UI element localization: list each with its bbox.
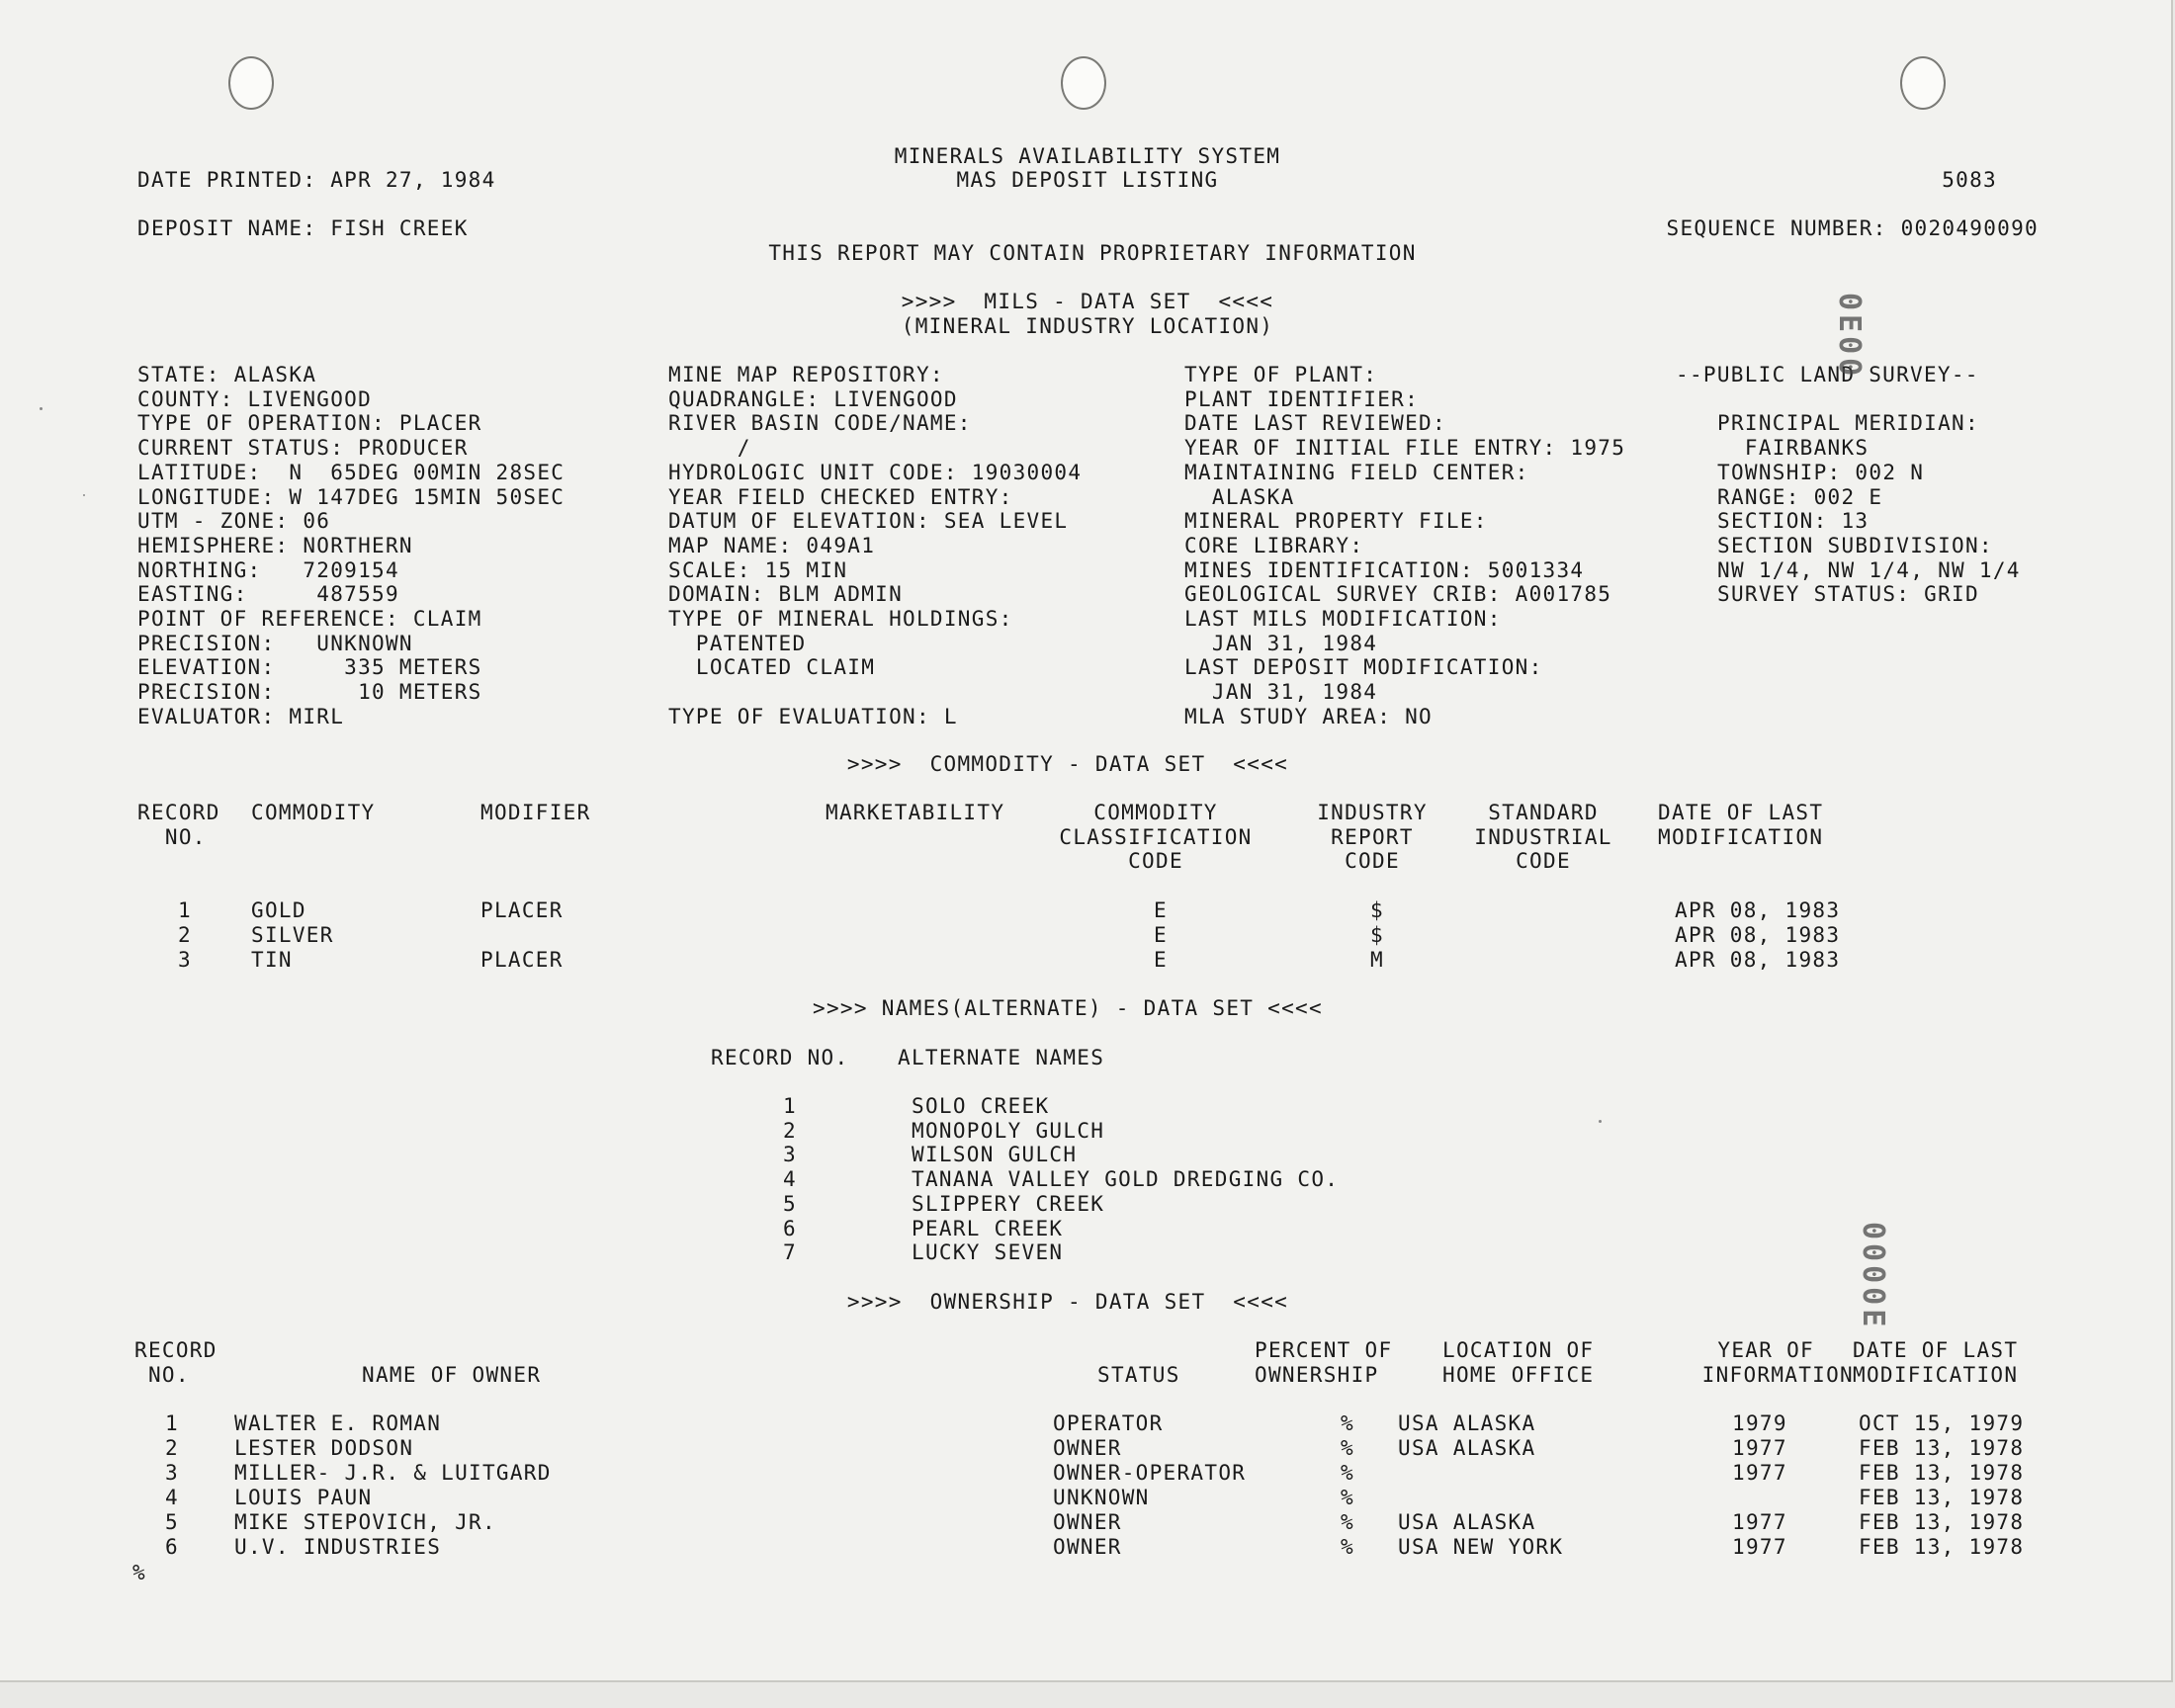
header-commodity: COMMODITY	[251, 801, 376, 824]
mils-field: TYPE OF OPERATION: PLACER	[137, 411, 482, 436]
name-value: LUCKY SEVEN	[912, 1240, 1064, 1265]
cell-date: APR 08, 1983	[1675, 923, 1841, 947]
cell-modifier: PLACER	[480, 948, 564, 972]
mils-field: JAN 31, 1984	[1184, 631, 1378, 655]
header-marketability: MARKETABILITY	[826, 801, 1005, 824]
cell-year: 1977	[1732, 1510, 1787, 1534]
mils-field: MLA STUDY AREA: NO	[1184, 704, 1433, 728]
cell-industry: $	[1370, 898, 1384, 922]
cell-percent: %	[1341, 1461, 1354, 1485]
mils-field: EVALUATOR: MIRL	[137, 704, 345, 728]
cell-location: USA ALASKA	[1398, 1436, 1536, 1460]
mils-field: NORTHING: 7209154	[137, 557, 399, 582]
mils-field: QUADRANGLE: LIVENGOOD	[668, 386, 958, 411]
names-header: ALTERNATE NAMES	[898, 1046, 1105, 1069]
mils-field: PRECISION: 10 METERS	[137, 680, 482, 705]
mils-field: HYDROLOGIC UNIT CODE: 19030004	[668, 460, 1083, 484]
cell-date: APR 08, 1983	[1675, 948, 1841, 972]
cell-industry: M	[1370, 948, 1384, 972]
cell-date: APR 08, 1983	[1675, 898, 1841, 922]
header-industry: INDUSTRY	[1317, 801, 1428, 824]
cell-date: FEB 13, 1978	[1859, 1510, 2025, 1534]
name-no: 6	[783, 1216, 797, 1240]
survey-field: SECTION: 13	[1717, 509, 1870, 534]
header-record: RECORD	[137, 801, 220, 824]
name-no: 7	[783, 1240, 797, 1265]
cell-no: 5	[165, 1510, 179, 1534]
mils-field: MINERAL PROPERTY FILE:	[1184, 509, 1488, 534]
header-year: INFORMATION	[1701, 1362, 1854, 1387]
cell-modifier: PLACER	[480, 898, 564, 922]
survey-field: FAIRBANKS	[1717, 436, 1870, 461]
binder-hole-center	[1061, 56, 1106, 110]
cell-status: OWNER	[1053, 1510, 1122, 1534]
mils-field: GEOLOGICAL SURVEY CRIB: A001785	[1184, 582, 1612, 607]
mils-subheading: (MINERAL INDUSTRY LOCATION)	[901, 314, 1274, 338]
cell-location: USA ALASKA	[1398, 1510, 1536, 1534]
mils-field: DATUM OF ELEVATION: SEA LEVEL	[668, 509, 1069, 534]
mils-field: SCALE: 15 MIN	[668, 557, 848, 582]
mils-field: STATE: ALASKA	[137, 363, 317, 386]
mils-field: ELEVATION: 335 METERS	[137, 655, 482, 680]
cell-commodity: GOLD	[251, 898, 306, 922]
mils-field: LATITUDE: N 65DEG 00MIN 28SEC	[137, 460, 566, 484]
commodity-heading: >>>> COMMODITY - DATA SET <<<<	[846, 752, 1289, 776]
header-date: MODIFICATION	[1853, 1362, 2019, 1387]
cell-no: 1	[178, 898, 192, 922]
header-location: HOME OFFICE	[1442, 1362, 1595, 1387]
header-record: NO.	[137, 824, 207, 849]
header-classification: CLASSIFICATION	[1059, 824, 1253, 849]
mils-heading: >>>> MILS - DATA SET <<<<	[901, 290, 1274, 313]
survey-field: TOWNSHIP: 002 N	[1717, 460, 1925, 484]
header-percent: OWNERSHIP	[1255, 1362, 1379, 1387]
paper-speck	[83, 494, 85, 496]
system-title: MINERALS AVAILABILITY SYSTEM	[894, 144, 1281, 168]
header-date: DATE OF LAST	[1658, 801, 1824, 824]
cell-classification: E	[1154, 948, 1168, 972]
mils-field: MINES IDENTIFICATION: 5001334	[1184, 557, 1585, 582]
mils-field: JAN 31, 1984	[1184, 680, 1378, 705]
header-sic: INDUSTRIAL	[1474, 824, 1612, 849]
mils-field: MAINTAINING FIELD CENTER:	[1184, 460, 1529, 484]
mils-field: ALASKA	[1184, 484, 1295, 509]
cell-location: USA NEW YORK	[1398, 1535, 1564, 1559]
report-subtitle: MAS DEPOSIT LISTING	[956, 168, 1219, 192]
header-industry: REPORT	[1331, 824, 1414, 849]
cell-percent: %	[1341, 1411, 1354, 1435]
mils-field: LOCATED CLAIM	[668, 655, 876, 680]
mils-field: POINT OF REFERENCE: CLAIM	[137, 607, 482, 631]
proprietary-notice: THIS REPORT MAY CONTAIN PROPRIETARY INFORMATION	[768, 241, 1417, 265]
cell-no: 3	[178, 948, 192, 972]
cell-year: 1977	[1732, 1461, 1787, 1485]
mils-field: PATENTED	[668, 631, 807, 655]
header-percent: PERCENT OF	[1255, 1338, 1393, 1362]
cell-no: 2	[165, 1436, 179, 1460]
cell-percent: %	[1341, 1510, 1354, 1534]
mils-field: MAP NAME: 049A1	[668, 533, 876, 557]
cell-year: 1977	[1732, 1535, 1787, 1559]
cell-owner: U.V. INDUSTRIES	[234, 1535, 442, 1559]
names-record-header: RECORD NO.	[711, 1046, 849, 1069]
name-no: 3	[783, 1143, 797, 1167]
header-year: YEAR OF	[1717, 1338, 1814, 1362]
header-classification: COMMODITY	[1093, 801, 1218, 824]
mils-field: YEAR FIELD CHECKED ENTRY:	[668, 484, 1013, 509]
deposit-name: DEPOSIT NAME: FISH CREEK	[137, 216, 469, 240]
cell-status: OPERATOR	[1053, 1411, 1164, 1435]
mils-field: DOMAIN: BLM ADMIN	[668, 582, 904, 607]
mils-field: CURRENT STATUS: PRODUCER	[137, 436, 469, 461]
sequence-number: SEQUENCE NUMBER: 0020490090	[1666, 216, 2039, 240]
survey-heading: --PUBLIC LAND SURVEY--	[1676, 363, 1979, 386]
cell-classification: E	[1154, 923, 1168, 947]
name-value: WILSON GULCH	[912, 1143, 1078, 1167]
cell-owner: LESTER DODSON	[234, 1436, 414, 1460]
mils-field: TYPE OF EVALUATION: L	[668, 704, 958, 728]
footer-mark: %	[132, 1561, 146, 1584]
cell-industry: $	[1370, 923, 1384, 947]
header-location: LOCATION OF	[1442, 1338, 1595, 1362]
cell-status: OWNER	[1053, 1436, 1122, 1460]
cell-location: USA ALASKA	[1398, 1411, 1536, 1435]
paper-speck	[1599, 1120, 1602, 1123]
mils-field: TYPE OF MINERAL HOLDINGS:	[668, 607, 1013, 631]
header-sic: STANDARD	[1488, 801, 1599, 824]
binder-hole-right	[1900, 56, 1946, 110]
name-value: TANANA VALLEY GOLD DREDGING CO.	[912, 1167, 1340, 1192]
mils-field: EASTING: 487559	[137, 582, 399, 607]
name-no: 2	[783, 1118, 797, 1143]
names-heading: >>>> NAMES(ALTERNATE) - DATA SET <<<<	[813, 996, 1323, 1020]
microfilm-stamp-lower: 0000E	[1856, 1222, 1890, 1331]
header-record: RECORD	[134, 1338, 218, 1362]
mils-field: LAST DEPOSIT MODIFICATION:	[1184, 655, 1543, 680]
mils-field: LAST MILS MODIFICATION:	[1184, 607, 1502, 631]
header-date: MODIFICATION	[1658, 824, 1824, 849]
mils-field: /	[668, 436, 751, 461]
name-value: SOLO CREEK	[912, 1094, 1050, 1118]
cell-no: 6	[165, 1535, 179, 1559]
header-date: DATE OF LAST	[1853, 1338, 2019, 1362]
cell-owner: LOUIS PAUN	[234, 1486, 373, 1509]
name-no: 1	[783, 1094, 797, 1118]
mils-field: COUNTY: LIVENGOOD	[137, 386, 373, 411]
mils-field: RIVER BASIN CODE/NAME:	[668, 411, 972, 436]
cell-date: FEB 13, 1978	[1859, 1486, 2025, 1509]
date-printed: DATE PRINTED: APR 27, 1984	[137, 168, 496, 192]
name-value: SLIPPERY CREEK	[912, 1191, 1105, 1216]
cell-owner: WALTER E. ROMAN	[234, 1411, 442, 1435]
page-number: 5083	[1942, 168, 1997, 192]
mils-field: CORE LIBRARY:	[1184, 533, 1364, 557]
cell-year: 1977	[1732, 1436, 1787, 1460]
cell-no: 2	[178, 923, 192, 947]
cell-date: OCT 15, 1979	[1859, 1411, 2025, 1435]
header-status: STATUS	[1097, 1362, 1180, 1387]
mils-field: TYPE OF PLANT:	[1184, 363, 1378, 386]
mils-field: PLANT IDENTIFIER:	[1184, 386, 1420, 411]
cell-date: FEB 13, 1978	[1859, 1535, 2025, 1559]
mils-field: HEMISPHERE: NORTHERN	[137, 533, 413, 557]
header-owner: NAME OF OWNER	[362, 1362, 542, 1387]
cell-owner: MILLER- J.R. & LUITGARD	[234, 1461, 552, 1485]
mils-field: MINE MAP REPOSITORY:	[668, 363, 944, 386]
header-record: NO.	[134, 1362, 190, 1387]
cell-percent: %	[1341, 1436, 1354, 1460]
cell-commodity: SILVER	[251, 923, 334, 947]
cell-status: UNKNOWN	[1053, 1486, 1150, 1509]
survey-field: PRINCIPAL MERIDIAN:	[1717, 411, 1979, 436]
mils-field: UTM - ZONE: 06	[137, 509, 331, 534]
cell-no: 3	[165, 1461, 179, 1485]
cell-status: OWNER	[1053, 1535, 1122, 1559]
name-no: 4	[783, 1167, 797, 1192]
cell-percent: %	[1341, 1535, 1354, 1559]
cell-commodity: TIN	[251, 948, 293, 972]
binder-hole-left	[228, 56, 274, 110]
survey-field: NW 1/4, NW 1/4, NW 1/4	[1717, 557, 2021, 582]
paper-speck	[40, 407, 43, 410]
survey-field: SECTION SUBDIVISION:	[1717, 533, 1993, 557]
ownership-heading: >>>> OWNERSHIP - DATA SET <<<<	[846, 1290, 1289, 1314]
survey-field: RANGE: 002 E	[1717, 484, 1883, 509]
cell-status: OWNER-OPERATOR	[1053, 1461, 1247, 1485]
header-sic: CODE	[1516, 849, 1571, 874]
cell-year: 1979	[1732, 1411, 1787, 1435]
name-no: 5	[783, 1191, 797, 1216]
header-classification: CODE	[1128, 849, 1183, 874]
mils-field: PRECISION: UNKNOWN	[137, 631, 413, 655]
cell-date: FEB 13, 1978	[1859, 1436, 2025, 1460]
mils-field: YEAR OF INITIAL FILE ENTRY: 1975	[1184, 436, 1626, 461]
mils-field: DATE LAST REVIEWED:	[1184, 411, 1446, 436]
name-value: PEARL CREEK	[912, 1216, 1064, 1240]
header-industry: CODE	[1345, 849, 1400, 874]
cell-no: 1	[165, 1411, 179, 1435]
header-modifier: MODIFIER	[480, 801, 591, 824]
mils-field: LONGITUDE: W 147DEG 15MIN 50SEC	[137, 484, 566, 509]
name-value: MONOPOLY GULCH	[912, 1118, 1105, 1143]
microfilm-stamp-upper: 0E00	[1832, 293, 1867, 381]
cell-classification: E	[1154, 898, 1168, 922]
cell-owner: MIKE STEPOVICH, JR.	[234, 1510, 496, 1534]
cell-no: 4	[165, 1486, 179, 1509]
cell-percent: %	[1341, 1486, 1354, 1509]
survey-field: SURVEY STATUS: GRID	[1717, 582, 1979, 607]
cell-date: FEB 13, 1978	[1859, 1461, 2025, 1485]
